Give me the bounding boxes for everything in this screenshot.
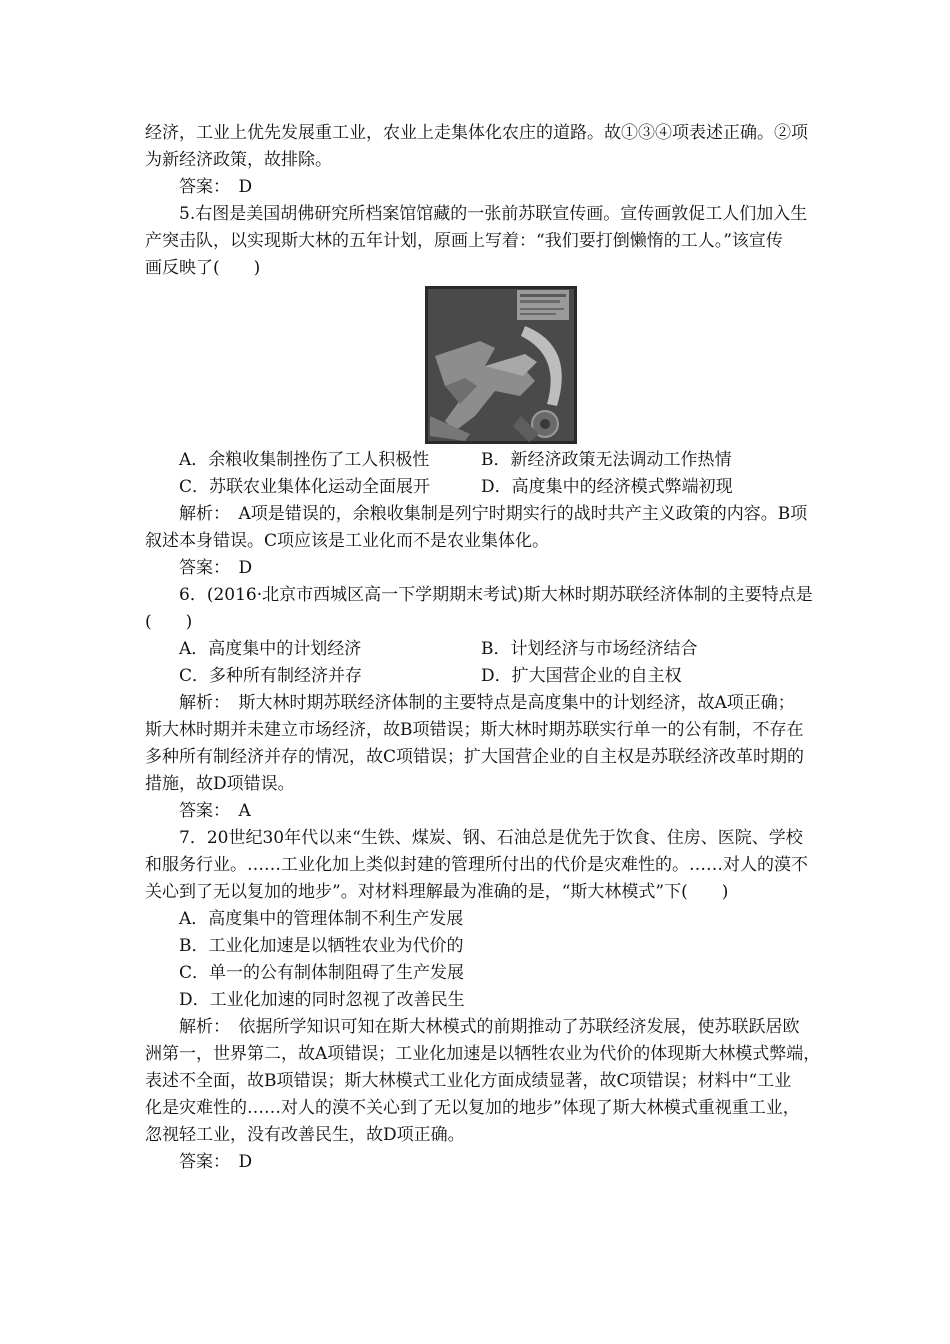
q7-option-c: C．单一的公有制体制阻碍了生产发展 xyxy=(179,963,465,983)
q5-option-d: D．高度集中的经济模式弊端初现 xyxy=(481,477,733,497)
q5-analysis: 解析： A项是错误的，余粮收集制是列宁时期实行的战时共产主义政策的内容。B项 xyxy=(179,504,808,524)
q5-figure xyxy=(145,282,813,447)
q5-options-row xyxy=(145,474,813,501)
q7-option-b: B．工业化加速是以牺牲农业为代价的 xyxy=(179,936,464,956)
q6-analysis: 措施，故D项错误。 xyxy=(145,774,295,794)
q7-analysis: 表述不全面，故B项错误；斯大林模式工业化方面成绩显著，故C项错误；材料中“工业 xyxy=(145,1071,792,1091)
q7-option-d: D．工业化加速的同时忽视了改善民生 xyxy=(179,990,465,1010)
q6-stem: ( ) xyxy=(145,612,193,632)
soviet-propaganda-poster-image xyxy=(425,286,577,444)
q5-stem: 产突击队，以实现斯大林的五年计划，原画上写着：“我们要打倒懒惰的工人。”该宣传 xyxy=(145,231,783,251)
q6-analysis: 解析： 斯大林时期苏联经济体制的主要特点是高度集中的计划经济，故A项正确； xyxy=(179,693,795,713)
q5-options-row xyxy=(145,447,813,474)
q7-stem: 关心到了无以复加的地步”。对材料理解最为准确的是，“斯大林模式”下( ) xyxy=(145,882,729,902)
q7-stem: 7．20世纪30年代以来“生铁、煤炭、钢、石油总是优先于饮食、住房、医院、学校 xyxy=(179,828,803,848)
q5-option-b: B．新经济政策无法调动工作热情 xyxy=(481,450,732,470)
q7-stem: 和服务行业。……工业化加上类似封建的管理所付出的代价是灾难性的。……对人的漠不 xyxy=(145,855,808,875)
q7-analysis: 解析： 依据所学知识可知在斯大林模式的前期推动了苏联经济发展，使苏联跃居欧 xyxy=(179,1017,800,1037)
q6-analysis: 斯大林时期并未建立市场经济，故B项错误；斯大林时期苏联实行单一的公有制，不存在 xyxy=(145,720,804,740)
q6-option-b: B．计划经济与市场经济结合 xyxy=(481,639,698,659)
q7-analysis: 洲第一，世界第二，故A项错误；工业化加速是以牺牲农业为代价的体现斯大林模式弊端， xyxy=(145,1044,821,1064)
q7-analysis: 化是灾难性的……对人的漠不关心到了无以复加的地步”体现了斯大林模式重视重工业， xyxy=(145,1098,800,1118)
q5-option-c: C．苏联农业集体化运动全面展开 xyxy=(179,477,431,497)
q6-stem: 6．(2016·北京市西城区高一下学期期末考试)斯大林时期苏联经济体制的主要特点是 xyxy=(179,585,813,605)
document-page xyxy=(145,120,821,1176)
q6-answer: 答案： A xyxy=(179,801,251,821)
q5-answer: 答案： D xyxy=(179,558,253,578)
q5-stem: 画反映了( ) xyxy=(145,258,261,278)
q7-answer: 答案： D xyxy=(179,1152,253,1172)
q4-analysis-line: 为新经济政策，故排除。 xyxy=(145,150,332,170)
q5-stem: 5.右图是美国胡佛研究所档案馆馆藏的一张前苏联宣传画。宣传画敦促工人们加入生 xyxy=(179,204,808,224)
q7-option-a: A．高度集中的管理体制不利生产发展 xyxy=(179,909,464,929)
q5-analysis: 叙述本身错误。C项应该是工业化而不是农业集体化。 xyxy=(145,531,550,551)
q6-options-row xyxy=(145,636,813,663)
q6-option-d: D．扩大国营企业的自主权 xyxy=(481,666,682,686)
q4-analysis-line: 经济，工业上优先发展重工业，农业上走集体化农庄的道路。故①③④项表述正确。②项 xyxy=(145,123,808,143)
q6-option-a: A．高度集中的计划经济 xyxy=(179,639,362,659)
q6-option-c: C．多种所有制经济并存 xyxy=(179,666,363,686)
q6-options-row xyxy=(145,663,813,690)
q4-answer: 答案： D xyxy=(179,177,253,197)
q5-option-a: A．余粮收集制挫伤了工人积极性 xyxy=(179,450,430,470)
q7-analysis: 忽视轻工业，没有改善民生，故D项正确。 xyxy=(145,1125,465,1145)
q6-analysis: 多种所有制经济并存的情况，故C项错误；扩大国营企业的自主权是苏联经济改革时期的 xyxy=(145,747,805,767)
